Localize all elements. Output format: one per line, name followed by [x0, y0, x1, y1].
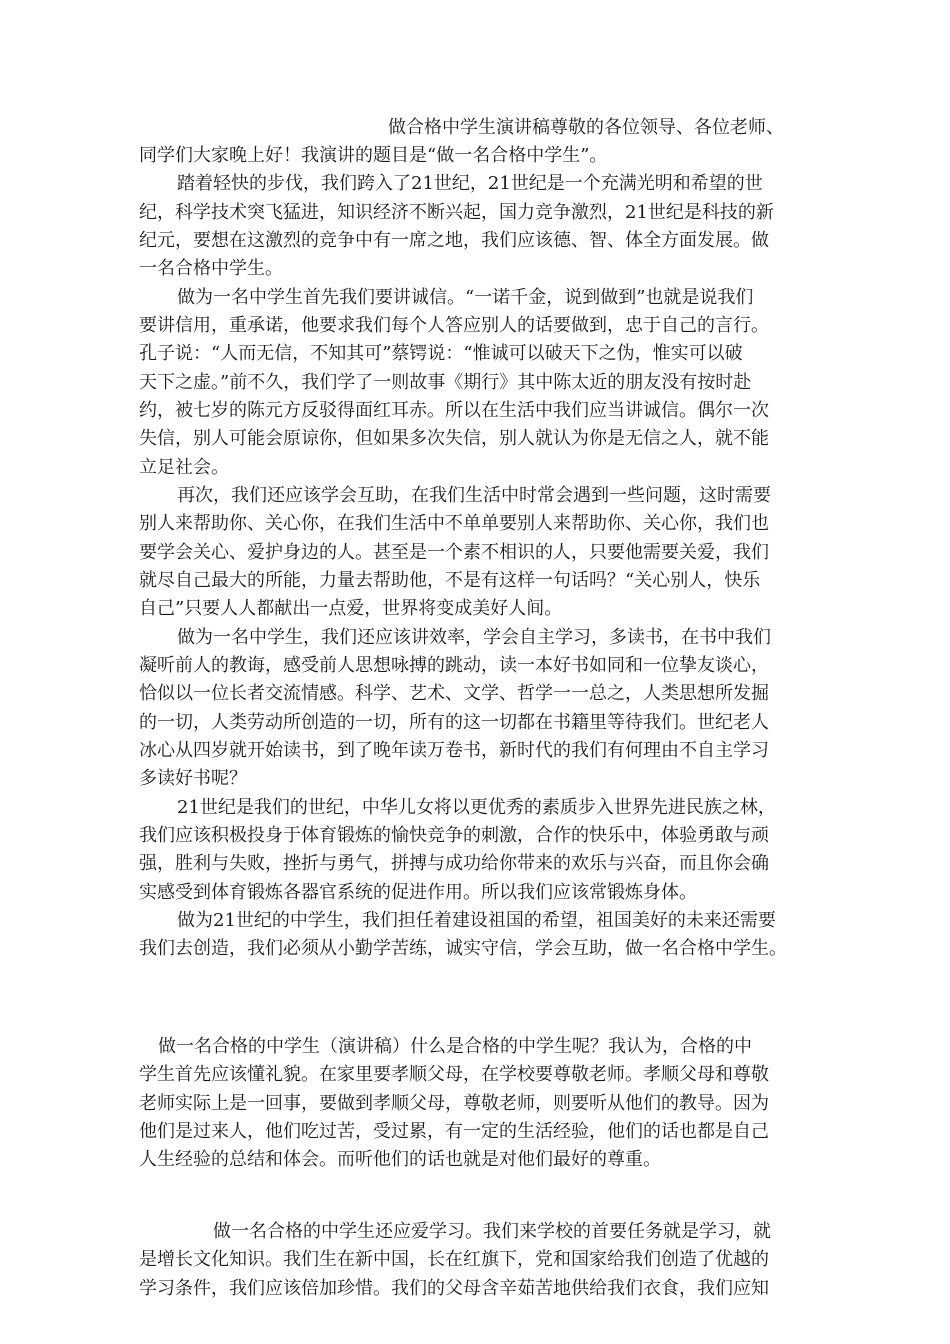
- text-line: 天下之虚。”前不久，我们学了一则故事《期行》其中陈太近的朋友没有按时赴: [139, 372, 752, 393]
- text-line: 强，胜利与失败，挫折与勇气，拼搏与成功给你带来的欢乐与兴奋，而且你会确: [139, 853, 769, 874]
- text-line: 学习条件，我们应该倍加珍惜。我们的父母含辛茹苦地供给我们衣食，我们应知: [139, 1278, 769, 1299]
- text-line: 做为21世纪的中学生，我们担任着建设祖国的希望，祖国美好的未来还需要: [177, 910, 776, 931]
- text-line: 老师实际上是一回事，要做到孝顺父母，尊敬老师，则要听从他们的教导。因为: [139, 1093, 769, 1114]
- text-line: 他们是过来人，他们吃过苦，受过累，有一定的生活经验，他们的话也都是自己: [139, 1121, 769, 1142]
- text-line: 同学们大家晚上好！我演讲的题目是“做一名合格中学生”。: [139, 145, 608, 166]
- text-line: 失信，别人可能会原谅你，但如果多次失信，别人就认为你是无信之人，就不能: [139, 428, 769, 449]
- text-line: 做为一名中学生，我们还应该讲效率，学会自主学习，多读书，在书中我们: [177, 627, 771, 648]
- text-line: 就尽自己最大的所能，力量去帮助他，不是有这样一句话吗？“关心别人，快乐: [139, 570, 761, 591]
- text-line: 多读好书呢？: [139, 768, 247, 789]
- text-line: 的一切，人类劳动所创造的一切，所有的这一切都在书籍里等待我们。世纪老人: [139, 712, 769, 733]
- text-line: 做合格中学生演讲稿尊敬的各位领导、各位老师、: [388, 117, 784, 138]
- text-line: 纪元，要想在这激烈的竞争中有一席之地，我们应该德、智、体全方面发展。做: [139, 230, 769, 251]
- text-line: 纪，科学技术突飞猛进，知识经济不断兴起，国力竞争激烈，21世纪是科技的新: [139, 202, 774, 223]
- text-line: 要学会关心、爱护身边的人。甚至是一个素不相识的人，只要他需要关爱，我们: [139, 542, 769, 563]
- text-line: 凝听前人的教诲，感受前人思想咏搏的跳动，读一本好书如同和一位挚友谈心，: [139, 655, 769, 676]
- text-line: 一名合格中学生。: [139, 258, 283, 279]
- text-line: 要讲信用，重承诺，他要求我们每个人答应别人的话要做到，忠于自己的言行。: [139, 315, 769, 336]
- text-line: 21世纪是我们的世纪，中华儿女将以更优秀的素质步入世界先进民族之林，: [177, 797, 776, 818]
- text-line: 我们去创造，我们必须从小勤学苦练，诚实守信，学会互助，做一名合格中学生。: [139, 938, 787, 959]
- text-line: 人生经验的总结和体会。而听他们的话也就是对他们最好的尊重。: [139, 1149, 661, 1170]
- text-line: 做一名合格的中学生（演讲稿）什么是合格的中学生呢？我认为，合格的中: [158, 1036, 752, 1057]
- text-line: 约，被七岁的陈元方反驳得面红耳赤。所以在生活中我们应当讲诚信。偶尔一次: [139, 400, 769, 421]
- text-line: 是增长文化知识。我们生在新中国，长在红旗下，党和国家给我们创造了优越的: [139, 1249, 769, 1270]
- text-line: 做一名合格的中学生还应爱学习。我们来学校的首要任务就是学习，就: [213, 1221, 771, 1242]
- text-line: 别人来帮助你、关心你，在我们生活中不单单要别人来帮助你、关心你，我们也: [139, 513, 769, 534]
- text-line: 学生首先应该懂礼貌。在家里要孝顺父母，在学校要尊敬老师。孝顺父母和尊敬: [139, 1064, 769, 1085]
- text-line: 立足社会。: [139, 457, 229, 478]
- text-line: 再次，我们还应该学会互助，在我们生活中时常会遇到一些问题，这时需要: [177, 485, 771, 506]
- text-line: 我们应该积极投身于体育锻炼的愉快竞争的刺激，合作的快乐中，体验勇敢与顽: [139, 825, 769, 846]
- text-line: 自己”只要人人都献出一点爱，世界将变成美好人间。: [139, 598, 563, 619]
- text-line: 恰似以一位长者交流情感。科学、艺术、文学、哲学一一总之，人类思想所发掘: [139, 683, 769, 704]
- text-line: 冰心从四岁就开始读书，到了晚年读万卷书，新时代的我们有何理由不自主学习: [139, 740, 769, 761]
- text-line: 实感受到体育锻炼各器官系统的促进作用。所以我们应该常锻炼身体。: [139, 882, 697, 903]
- text-line: 踏着轻快的步伐，我们跨入了21世纪，21世纪是一个充满光明和希望的世: [177, 173, 763, 194]
- text-line: 孔子说：“人而无信，不知其可”蔡锷说：“惟诚可以破天下之伪，惟实可以破: [139, 343, 743, 364]
- text-line: 做为一名中学生首先我们要讲诚信。“一诺千金，说到做到”也就是说我们: [177, 287, 754, 308]
